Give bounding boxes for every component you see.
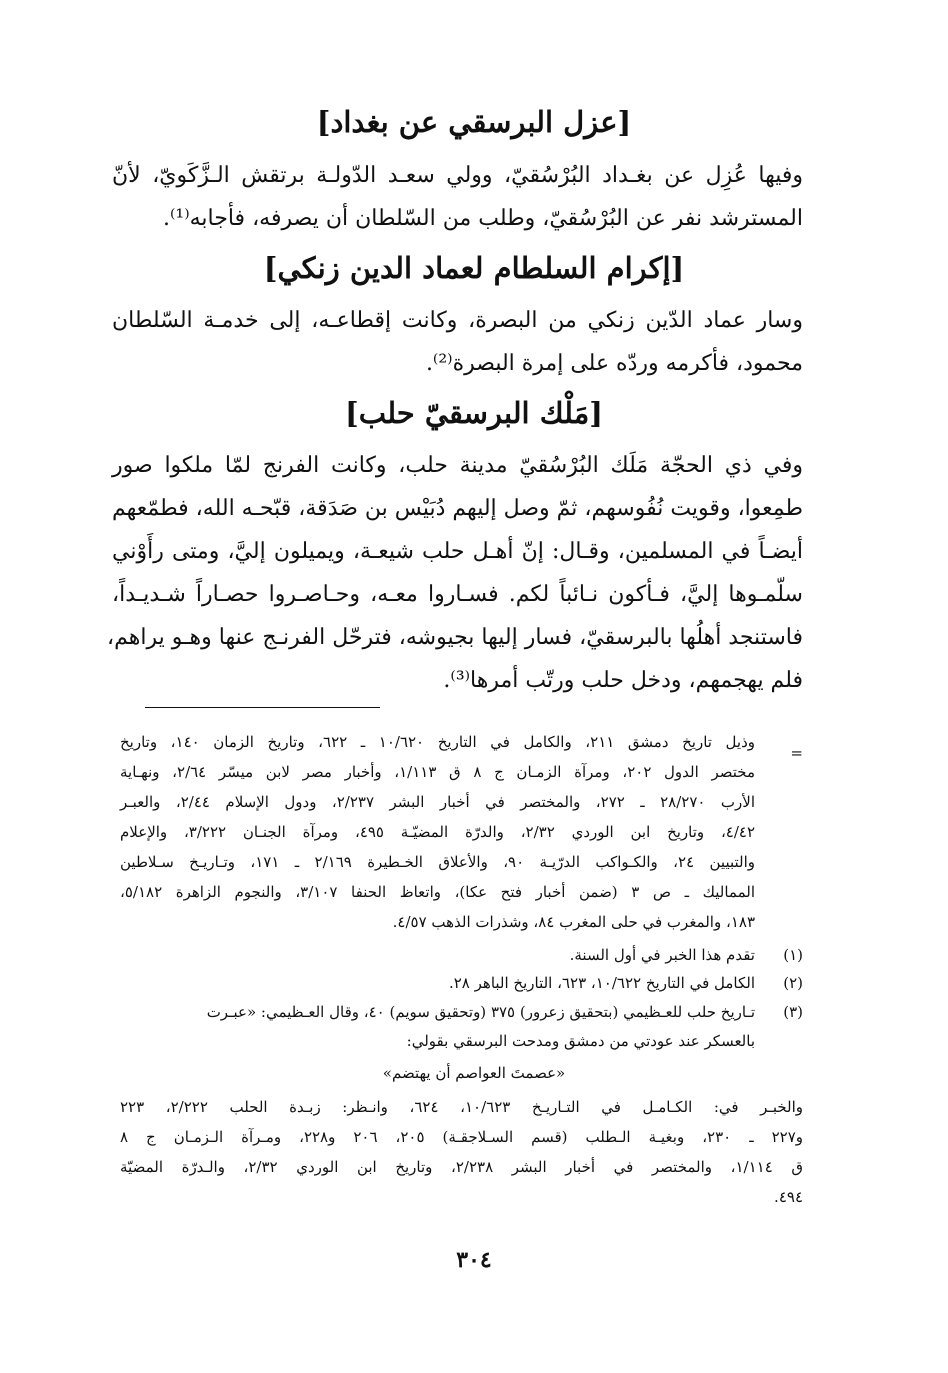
footnote-line: المماليك ـ ص ٣ (ضمن أخبار فتح عكا)، واتعاظ الحنفا ٣/١٠٧، والنجوم الزاهرة ٥/١٨٢، — [120, 883, 755, 901]
text-line: أيضـاً في المسلمين، وقـال: إنّ أهـل حلب شيعـة، ويميلون إليَّ، ومتى رأَوْني — [112, 539, 803, 564]
footnote-line: والخبـر في: الكـامـل في التـاريـخ ١٠/٦٢٣، ٦٢٤، وانـظر: زبـدة الحلب ٢/٢٢٢، ٢٢٣ — [120, 1098, 804, 1116]
section-paragraph-2 — [112, 299, 803, 385]
section-heading-3: [مَلْك البرسقيّ حلب] — [345, 396, 603, 430]
footnote-verse: «عصمتَ العواصم أن يهتضم» — [382, 1064, 566, 1082]
text-line: فلم يهجمهم، ودخل حلب ورتّب أمرها⁽³⁾. — [443, 668, 803, 693]
text-line: محمود، فأكرمه وردّه على إمرة البصرة⁽²⁾. — [425, 351, 803, 376]
footnote-line: وذيل تاريخ دمشق ٢١١، والكامل في التاريخ ١٠/٦٢٠ ـ ٦٢٢، وتاريخ الزمان ١٤٠، وتاريخ — [120, 733, 755, 751]
section-paragraph-3 — [107, 444, 803, 702]
continuation-mark: = — [790, 744, 803, 762]
footnote-line: الأرب ٢٨/٢٧٠ ـ ٢٧٢، والمختصر في أخبار البشر ٢/٢٣٧، ودول الإسلام ٢/٤٤، والعبـر — [120, 793, 756, 811]
footnote-divider — [145, 707, 380, 708]
text-line: وسار عماد الدّين زنكي من البصرة، وكانت إقطاعـه، إلى خدمـة السّلطان — [112, 308, 803, 333]
text-line: وفيها عُزِل عن بغـداد البُرْسُقيّ، وولي سعـد الدّولـة برتقش الـزَّكَويّ، لأنّ — [112, 163, 803, 188]
footnote-number: (١) — [783, 946, 803, 964]
footnote-line: ق ١/١١٤، والمختصر في أخبار البشر ٢/٢٣٨، وتاريخ ابن الوردي ٢/٣٢، والـدرّة المضيّة — [120, 1158, 804, 1176]
section-paragraph-1 — [112, 154, 803, 240]
footnote-text: الكامل في التاريخ ١٠/٦٢٢، ٦٢٣، التاريخ الباهر ٢٨. — [448, 974, 755, 992]
section-heading-1: [عزل البرسقي عن بغداد] — [316, 105, 632, 139]
text-line: طمِعوا، وقويت نُفُوسهم، ثمّ وصل إليهم دُبَيْس بن صَدَقة، قبّحـه الله، فطمّعهم — [112, 496, 803, 521]
section-heading-2: [إكرام السلطام لعماد الدين زنكي] — [263, 251, 685, 285]
footnote-line: ٤٩٤. — [774, 1188, 803, 1206]
footnote-text: تـاريخ حلب للعـظيمي (بتحقيق زعرور) ٣٧٥ (وتحقيق سويم) ٤٠، وقال العـظيمي: «عبـرت — [206, 1003, 755, 1021]
footnote-3-continuation — [120, 1026, 755, 1056]
footnote-line: ٤/٤٢، وتاريخ ابن الوردي ٢/٣٢، والدرّة المضيّـة ٤٩٥، ومرآة الجنـان ٣/٢٢٢، والإعلام — [120, 823, 756, 841]
text-line: فاستنجد أهلُها بالبرسقيّ، فسار إليها بجيوشه، فترحّل الفرنـج عنها وهـو يراهم، — [107, 625, 803, 650]
text-line: المسترشد نفر عن البُرْسُقيّ، وطلب من السّلطان أن يصرفه، فأجابه⁽¹⁾. — [163, 206, 803, 231]
footnote-number: (٢) — [783, 974, 803, 992]
footnote-line: بالعسكر عند عودتي من دمشق ومدحت البرسقي بقولي: — [406, 1032, 755, 1050]
footnote-text: تقدم هذا الخبر في أول السنة. — [569, 946, 755, 964]
footnote-number: (٣) — [783, 1003, 803, 1021]
page-number: ٣٠٤ — [456, 1247, 492, 1273]
footnote-line: و٢٢٧ ـ ٢٣٠، وبغيـة الـطلب (قسم السـلاجقـة) ٢٠٥، ٢٠٦ و٢٢٨، ومـرآة الـزمـان ج ٨ — [120, 1128, 804, 1146]
text-line: سلّمـوها إليَّ، فـأكون نـائباً لكم. فسـاروا معـه، وحـاصـروا حصـاراً شـديـداً، — [112, 582, 803, 607]
footnote-line: مختصر الدول ٢٠٢، ومرآة الزمـان ج ٨ ق ١/١١٣، وأخبار مصر لابن ميسّر ٢/٦٤، ونهـاية — [120, 763, 755, 781]
text-line: وفي ذي الحجّة مَلَك البُرْسُقيّ مدينة حلب، وكانت الفرنج لمّا ملكوا صور — [112, 453, 803, 478]
footnote-continuation — [120, 727, 755, 937]
footnote-3-tail — [120, 1092, 803, 1212]
footnote-line: والتبيين ٢٤، والكـواكب الدرّيـة ٩٠، والأعلاق الخـطيرة ٢/١٦٩ ـ ١٧١، وتـاريـخ سـلاطين — [120, 853, 756, 871]
footnote-line: ١٨٣، والمغرب في حلى المغرب ٨٤، وشذرات الذهب ٤/٥٧. — [392, 913, 755, 931]
